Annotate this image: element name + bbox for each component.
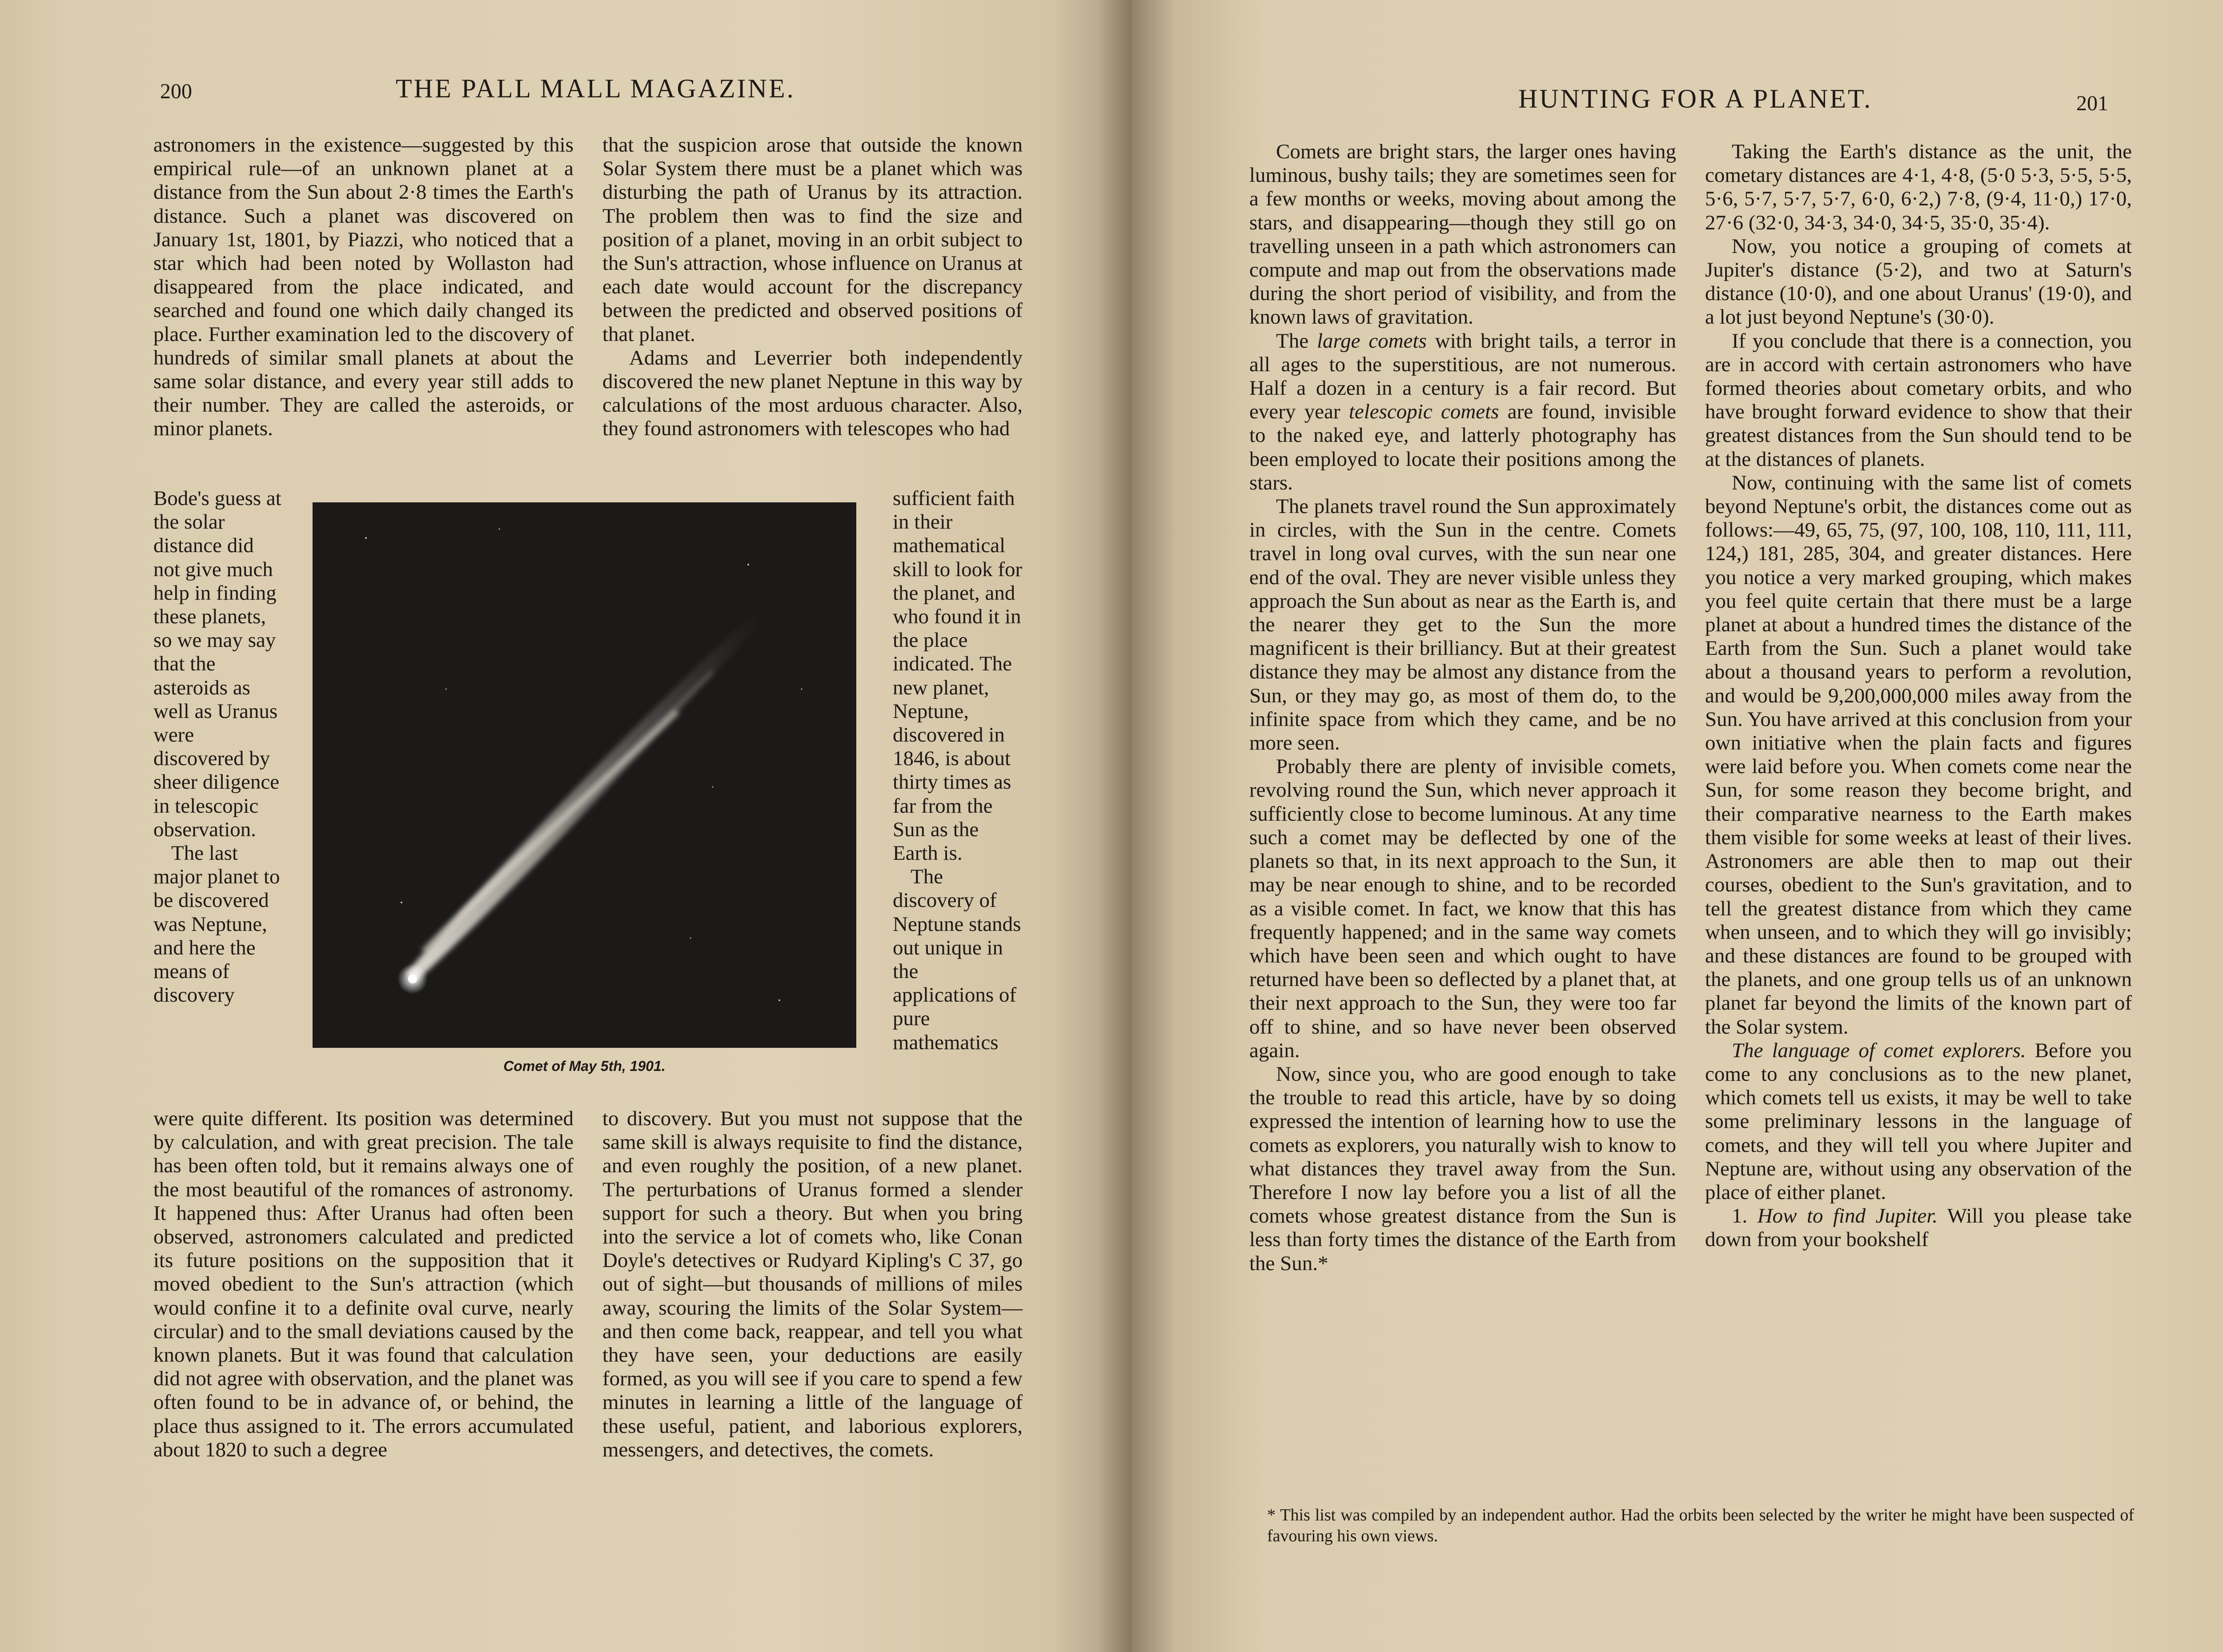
paragraph: The planets travel round the Sun approximately in circles, with the Sun in the centre. Comets travel in long oval curves, with the sun near one end of the oval. They are never visible unless they approach the Sun about as near as the Earth is, and the nearer they get to the Sun the more magnificent is their brilliancy. But at their greatest distance they may be almost any distance from the Sun, or they may go, as most of them do, to the infinite space from which they came, and be no more seen.: [1249, 495, 1676, 755]
left-col1-top: [153, 133, 574, 441]
right-col2: [1705, 140, 2132, 1252]
comet-image: [313, 502, 856, 1048]
paragraph: Bode's guess at the solar distance did not give much help in finding these planets, so we may say that the asteroids as well as Uranus were discovered by sheer diligence in telescopic observation.: [153, 487, 281, 841]
emphasis: large comets: [1316, 329, 1427, 353]
paragraph: that the suspicion arose that outside the known Solar System there must be a planet which was disturbing the path of Uranus by its attraction. The problem then was to find the size and position of a planet, moving in an orbit subject to the Sun's attraction, whose influence on Uranus at each date would account for the discrepancy between the predicted and observed positions of that planet.: [602, 133, 1023, 346]
right-running-head: HUNTING FOR A PLANET.: [1518, 84, 1873, 113]
emphasis: telescopic comets: [1348, 400, 1499, 424]
left-col2-top: [602, 133, 1023, 441]
paragraph: Now, you notice a grouping of comets at Jupiter's distance (5·2), and two at Saturn's distance (10·0), and one about Uranus' (19·0), and a lot just beyond Neptune's (30·0).: [1705, 234, 2132, 329]
paragraph: The discovery of Neptune stands out unique in the applications of pure mathematics: [893, 865, 1021, 1054]
paragraph: Now, since you, who are good enough to take the trouble to read this article, have by so doing expressed the intention of learning how to use the comets as explorers, you naturally wish to know to what distances they travel away from the Sun. Therefore I now lay before you a list of all the comets whose greatest distance from the Sun is less than forty times the distance of the Earth from the Sun.*: [1249, 1062, 1676, 1275]
paragraph: Now, continuing with the same list of comets beyond Neptune's orbit, the distances come out as follows:—49, 65, 75, (97, 100, 108, 110, 111, 111, 124,) 181, 285, 304, and greater distances. Here you notice a very marked grouping, which makes you feel quite certain that there must be a large planet at about a hundred times the distance of the Earth from the Sun. Such a planet would take about a thousand years to perform a revolution, and would be 9,200,000,000 miles away from the Sun. You have arrived at this conclusion from your own initiative when the plain facts and figures were laid before you. When comets come near the Sun, for some reason they become bright, and their comparative nearness to the Earth makes them visible for some weeks at least of their lives. Astronomers are able then to map out their courses, obedient to the Sun's gravitation, and to tell the greatest distance from which they came when unseen, and to which they will go invisibly; and these distances are found to be grouped with the planets, and one group tells us of an unknown planet far beyond the limits of the known part of the Solar system.: [1705, 471, 2132, 1039]
paragraph: Comets are bright stars, the larger ones having luminous, bushy tails; they are sometimes seen for a few months or weeks, moving about among the stars, and disappearing—though they still go on travelling unseen in a path which astronomers can compute and map out from the observations made during the short period of visibility, and from the known laws of gravitation.: [1249, 140, 1676, 329]
right-page-number: 201: [2076, 92, 2108, 115]
emphasis: The language of comet explorers.: [1732, 1039, 2026, 1062]
footnote: * This list was compiled by an independent author. Had the orbits been selected by the writer he might have been suspected of favouring his own views.: [1267, 1506, 2134, 1545]
paragraph: were quite different. Its position was determined by calculation, and with great precision. The tale has been often told, but it remains always one of the most beautiful of the romances of astronomy. It happened thus: After Uranus had often been observed, astronomers calculated and predicted its future positions on the supposition that it moved obedient to the Sun's attraction (which would confine it to a definite oval curve, nearly circular) and to the small deviations caused by the known planets. But it was found that calculation did not agree with observation, and the planet was often found to be in advance of, or behind, the place thus assigned to it. The errors accumulated about 1820 to such a degree: [153, 1107, 574, 1461]
paragraph: to discovery. But you must not suppose that the same skill is always requisite to find the distance, and even roughly the position, of a new planet. The perturbations of Uranus formed a slender support for such a theory. But when you bring into the service a lot of comets who, like Conan Doyle's detectives or Rudyard Kipling's C 37, go out of sight—but thousands of millions of miles away, scouring the limits of the Solar System—and then come back, reappear, and tell you what they have seen, your deductions are easily formed, as you will see if you care to spend a few minutes in learning a little of the language of these useful, patient, and laborious explorers, messengers, and detectives, the comets.: [602, 1107, 1023, 1461]
left-col2-narrow: [893, 487, 1023, 1055]
right-page: [1132, 0, 2223, 1652]
comet-photograph: [313, 502, 856, 1048]
left-col1-bottom: [153, 1107, 574, 1462]
paragraph: If you conclude that there is a connection, you are in accord with certain astronomers who have formed theories about cometary orbits, and who have brought forward evidence to show that their greatest distances from the Sun should tend to be at the distances of planets.: [1705, 329, 2132, 471]
paragraph: astronomers in the existence—suggested by this empirical rule—of an unknown planet at a distance from the Sun about 2·8 times the Earth's distance. Such a planet was discovered on January 1st, 1801, by Piazzi, who noticed that a star which had been noted by Wollaston had disappeared from the place indicated, and searched and found one which daily changed its place. Further examination led to the discovery of hundreds of similar small planets at about the same solar distance, and every year still adds to their number. They are called the asteroids, or minor planets.: [153, 133, 574, 441]
left-page-number: 200: [160, 80, 192, 103]
paragraph: The language of comet explorers. Before you come to any conclusions as to the new planet, which comets tell us exists, it may be well to take some preliminary lessons in the language of comets, and they will tell you where Jupiter and Neptune are, without using any observation of the place of either planet.: [1705, 1039, 2132, 1204]
left-col2-bottom: [602, 1107, 1023, 1462]
right-col1: [1249, 140, 1676, 1275]
paragraph: Probably there are plenty of invisible comets, revolving round the Sun, which never approach it sufficiently close to become luminous. At any time such a comet may be deflected by one of the planets so that, in its next approach to the Sun, it may be near enough to shine, and to be recorded as a visible comet. In fact, we know that this has frequently happened; and in the same way comets which have been seen and which ought to have returned have been so deflected by a planet that, at their next approach to the Sun, they were too far off to shine, and so have never been observed again.: [1249, 755, 1676, 1062]
paragraph: sufficient faith in their mathematical skill to look for the planet, and who found it in the place indicated. The new planet, Neptune, discovered in 1846, is about thirty times as far from the Sun as the Earth is.: [893, 487, 1023, 865]
figure-caption: Comet of May 5th, 1901.: [503, 1058, 666, 1074]
left-col1-narrow: [153, 487, 282, 1007]
paragraph: Adams and Leverrier both independently discovered the new planet Neptune in this way by calculations of the most arduous character. Also, they found astronomers with telescopes who had: [602, 346, 1023, 441]
paragraph: 1. How to find Jupiter. Will you please take down from your bookshelf: [1705, 1204, 2132, 1251]
paragraph: The last major planet to be discovered was Neptune, and here the means of discovery: [153, 842, 280, 1007]
paragraph: Taking the Earth's distance as the unit, the cometary distances are 4·1, 4·8, (5·0 5·3, 5·5, 5·5, 5·6, 5·7, 5·7, 5·7, 6·0, 6·2,) 7·8, (9·4, 11·0,) 17·0, 27·6 (32·0, 34·3, 34·0, 34·5, 35·0, 35·4).: [1705, 140, 2132, 234]
paragraph: The large comets with bright tails, a terror in all ages to the superstitious, are not numerous. Half a dozen in a century is a fair record. But every year telescopic comets are found, invisible to the naked eye, and latterly photography has been employed to locate their positions among the stars.: [1249, 329, 1677, 494]
emphasis: How to find Jupiter.: [1757, 1204, 1938, 1228]
left-running-head: THE PALL MALL MAGAZINE.: [396, 74, 795, 103]
